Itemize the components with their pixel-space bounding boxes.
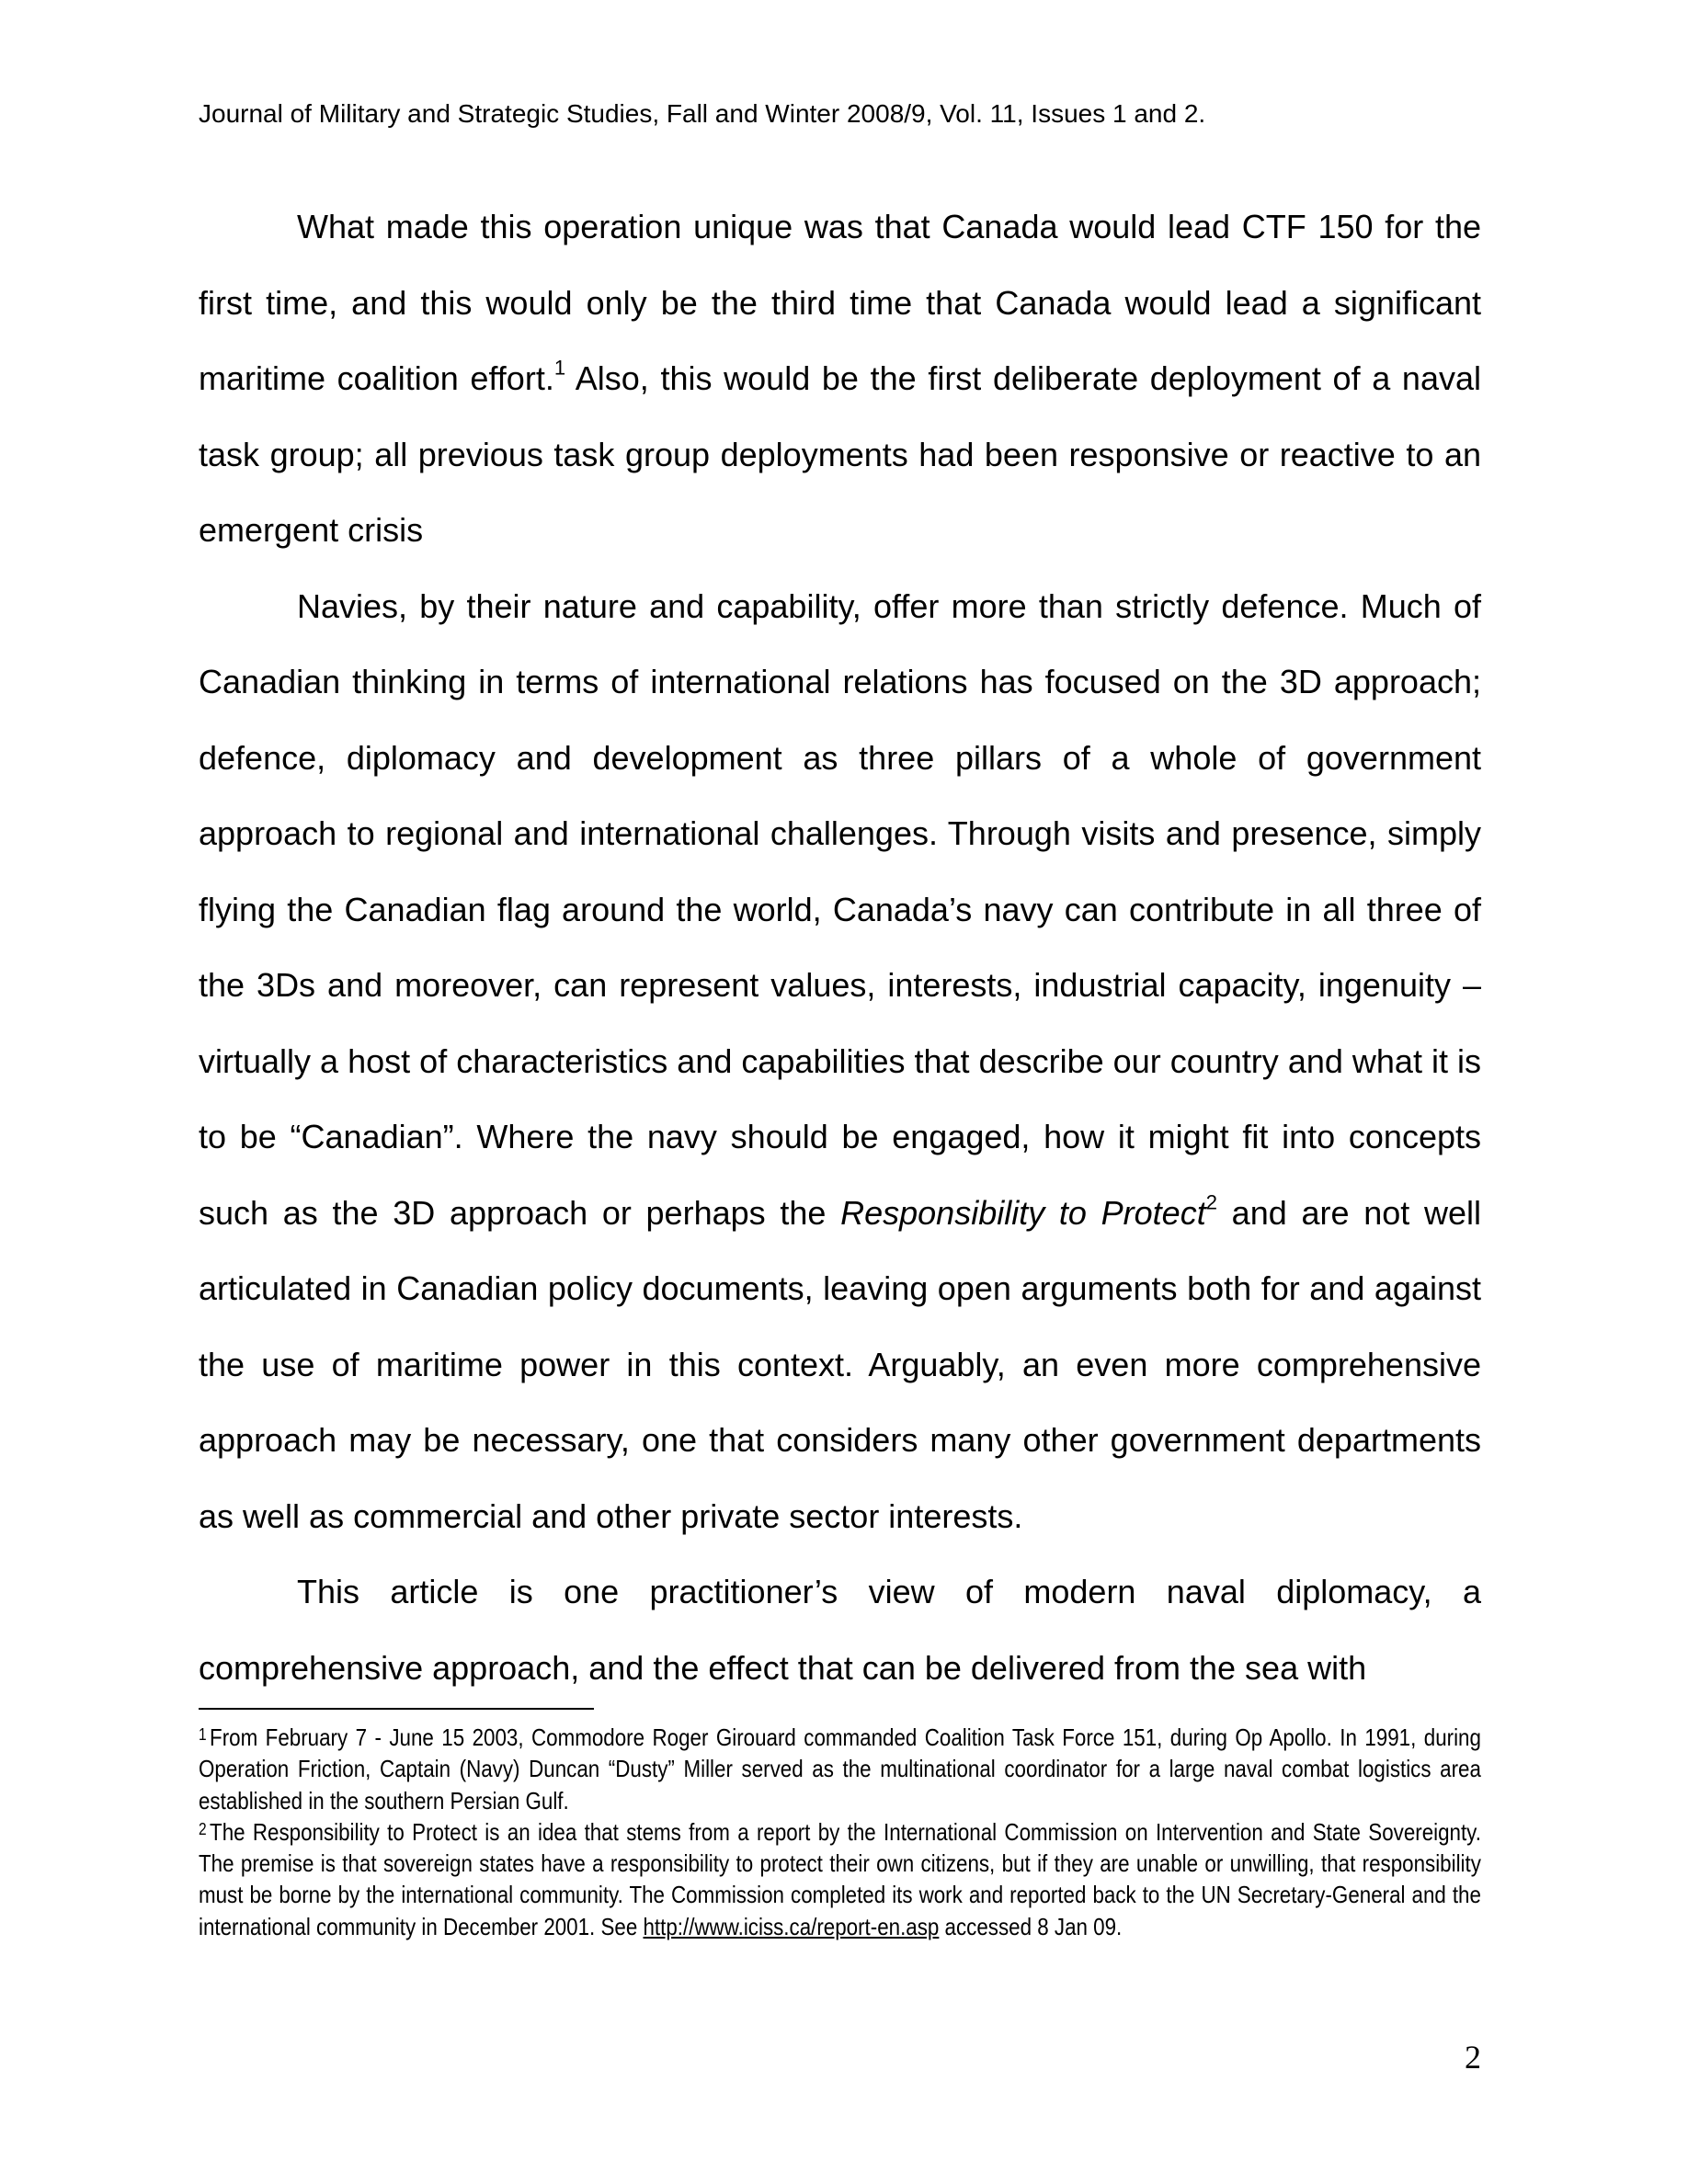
footnote-separator [199, 1708, 594, 1710]
running-header: Journal of Military and Strategic Studies, Fall and Winter 2008/9, Vol. 11, Issues 1 and 2. [199, 99, 1206, 128]
footnote-2 [199, 1816, 1481, 1942]
footnote-2-text: The Responsibility to Protect is an idea that stems from a report by the International Commission on Intervention and State Sovereignty. The premise is that sovereign states have a responsibility to protect their own citizens, but if they are unable or unwilling, that responsibility must be borne by the international community. The Commission completed its work and reported back to the UN Secretary-General and the international community in December 2001. See [199, 1817, 1481, 1940]
paragraph-1 [199, 189, 1481, 569]
paragraph-3-text: This article is one practitioner’s view of modern naval diplomacy, a comprehensive approach, and the effect that can be delivered from the sea with [199, 1573, 1481, 1687]
footnotes [199, 1722, 1481, 1942]
footnote-1 [199, 1722, 1481, 1816]
body-text [199, 189, 1481, 1706]
footnote-ref-1[interactable]: 1 [553, 356, 566, 380]
footnote-ref-2[interactable]: 2 [1205, 1190, 1217, 1213]
iciss-report-link[interactable]: http://www.iciss.ca/report-en.asp [643, 1912, 940, 1940]
paragraph-2-text-a: Navies, by their nature and capability, offer more than strictly defence. Much of Canadian thinking in terms of international relations has focused on the 3D approach; defence, diplomacy and development as three pillars of a whole of government approach to regional and international challenges. Through visits and presence, simply flying the Canadian flag around the world, Canada’s navy can contribute in all three of the 3Ds and moreover, can represent values, interests, industrial capacity, ingenuity – virtually a host of characteristics and capabilities that describe our country and what it is to be “Canadian”. Where the navy should be engaged, how it might fit into concepts such as the 3D approach or perhaps the [199, 586, 1481, 1232]
paragraph-2-text-b: and are not well articulated in Canadian policy documents, leaving open arguments both for and against the use of maritime power in this context. Arguably, an even more comprehensive approach may be necessary, one that considers many other government departments as well as commercial and other private sector interests. [199, 1193, 1481, 1535]
footnote-1-text: From February 7 - June 15 2003, Commodore Roger Girouard commanded Coalition Task Force 151, during Op Apollo. In 1991, during Operation Friction, Captain (Navy) Duncan “Dusty” Miller served as the multinational coordinator for a large naval combat logistics area established in the southern Persian Gulf. [199, 1723, 1481, 1814]
paragraph-1-text-b: Also, this would be the first deliberate deployment of a naval task group; all previous task group deployments had been responsive or reactive to an emergent crisis [199, 359, 1481, 549]
page-number: 2 [1465, 2039, 1481, 2076]
footnote-2-number: 2 [199, 1819, 207, 1838]
paragraph-3 [199, 1554, 1481, 1706]
footnote-2-text-after: accessed 8 Jan 09. [939, 1912, 1123, 1940]
responsibility-to-protect-italic: Responsibility to Protect [840, 1193, 1206, 1232]
paragraph-1-text-a: What made this operation unique was that Canada would lead CTF 150 for the first time, and this would only be the third time that Canada would lead a significant maritime coalition effort. [199, 208, 1481, 397]
footnote-1-number: 1 [199, 1724, 207, 1744]
paragraph-2 [199, 569, 1481, 1555]
